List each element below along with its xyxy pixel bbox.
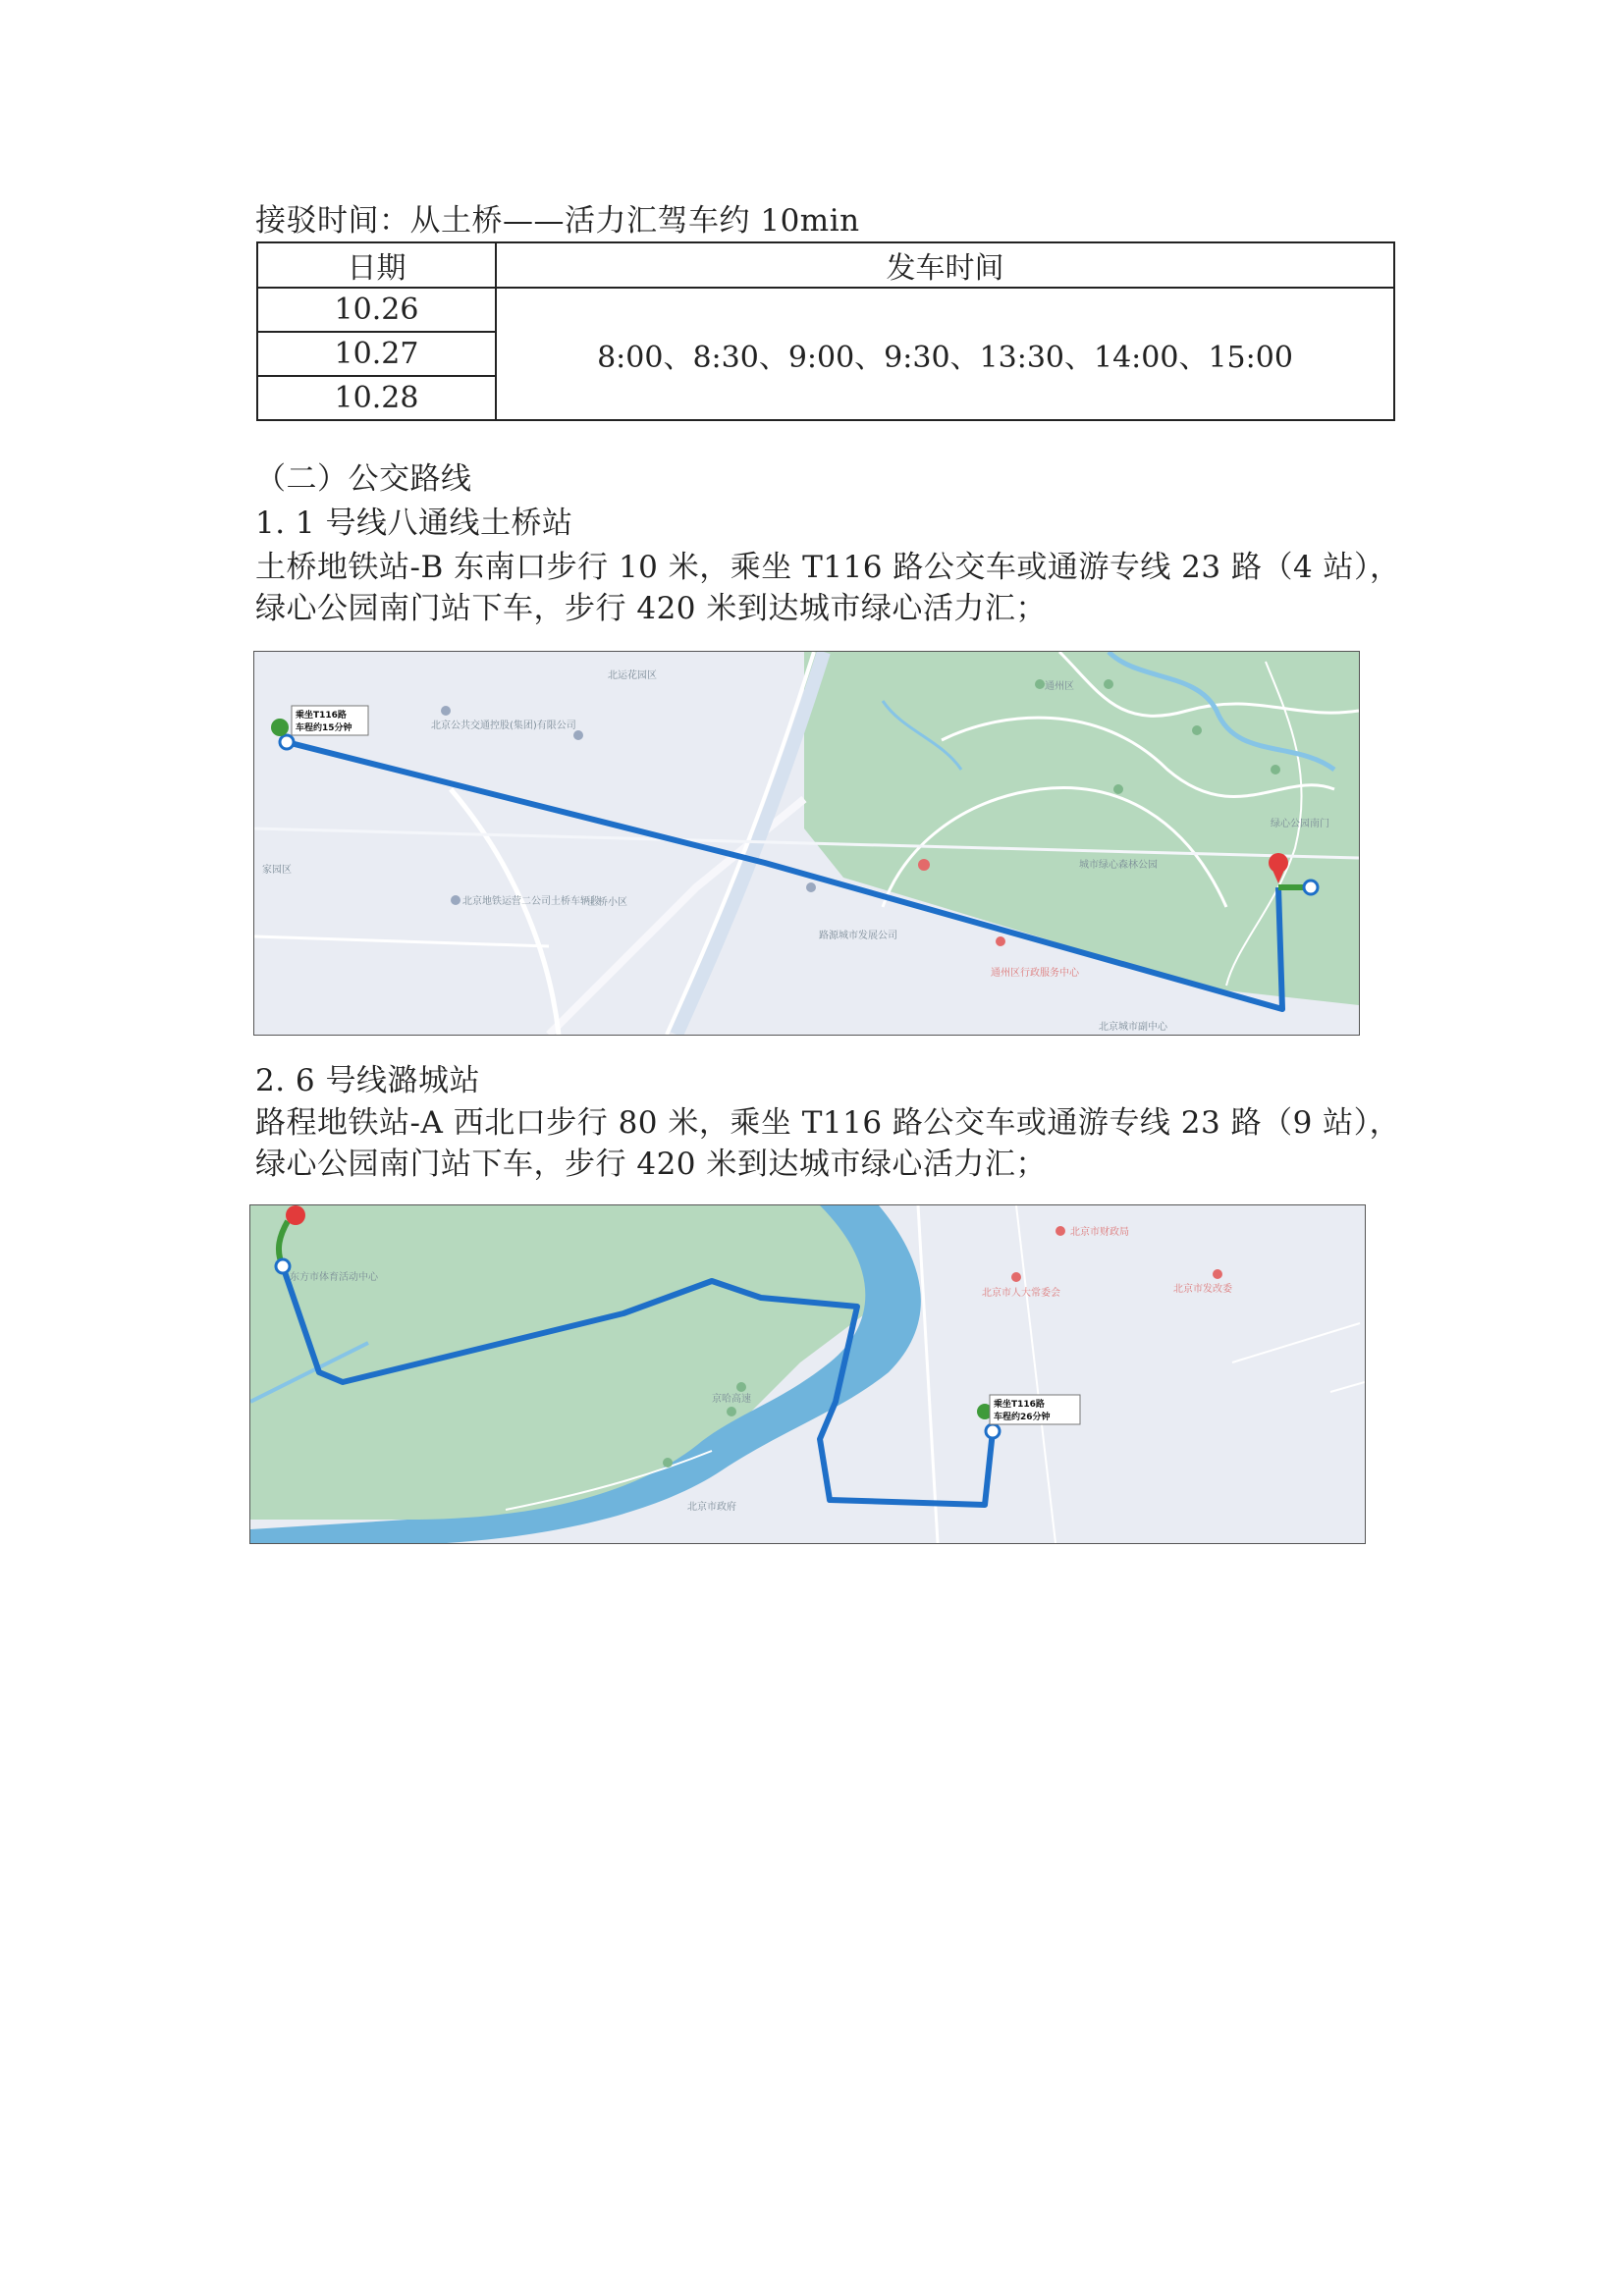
start-pin-icon (271, 719, 289, 736)
map-label: 绿心公园南门 (1271, 819, 1329, 829)
map-label: 东方市体育活动中心 (290, 1272, 378, 1283)
map-label: 城市绿心森林公园 (1079, 860, 1158, 871)
table-header-row (257, 242, 1394, 288)
map-label: 北运花园区 (608, 670, 657, 681)
route2-description-line1: 路程地铁站-A 西北口步行 80 米，乘坐 T116 路公交车或通游专线 23 路（9 站）， (255, 1105, 1401, 1141)
map-label: 通州区 (1045, 681, 1074, 692)
route1-map (253, 651, 1360, 1036)
map-label: 路源城市发展公司 (819, 931, 897, 941)
map-label: 土桥小区 (588, 897, 627, 908)
badge-line2: 车程约26分钟 (994, 1413, 1051, 1422)
map-label: 北京公共交通控股(集团)有限公司 (431, 721, 576, 731)
route2-map (249, 1204, 1366, 1544)
badge-line1: 乘坐T116路 (296, 711, 347, 721)
route1-description-line2: 绿心公园南门站下车，步行 420 米到达城市绿心活力汇； (255, 591, 1047, 626)
bus-stop-icon (986, 1424, 1000, 1438)
map-label: 北京市政府 (687, 1502, 736, 1513)
bus-stop-icon (276, 1259, 290, 1273)
map-label: 北京市财政局 (1070, 1227, 1129, 1238)
map-label: 北京地铁运营二公司土桥车辆段 (462, 896, 600, 907)
date-cell: 10.28 (257, 376, 496, 420)
departure-time-column-header: 发车时间 (496, 242, 1394, 288)
shuttle-heading: 接驳时间：从土桥——活力汇驾车约 10min (255, 203, 860, 239)
route1-description-line1: 土桥地铁站-B 东南口步行 10 米，乘坐 T116 路公交车或通游专线 23 路（4 站）， (255, 550, 1401, 585)
map-label: 家园区 (262, 865, 292, 876)
map-label: 北京城市副中心 (1099, 1022, 1167, 1033)
bus-section-title: （二）公交路线 (255, 461, 472, 497)
shuttle-schedule-table (256, 241, 1395, 421)
date-cell: 10.27 (257, 332, 496, 376)
map-label: 北京市人大常委会 (982, 1288, 1060, 1299)
map-label: 京哈高速 (712, 1394, 751, 1405)
bus-stop-icon (1304, 881, 1318, 894)
badge-line2: 车程约15分钟 (296, 723, 352, 733)
badge-line1: 乘坐T116路 (994, 1400, 1045, 1410)
route1-title: 1. 1 号线八通线土桥站 (255, 506, 573, 541)
route2-title: 2. 6 号线潞城站 (255, 1063, 481, 1098)
bus-stop-icon (280, 735, 294, 749)
date-column-header: 日期 (257, 242, 496, 288)
route2-description-line2: 绿心公园南门站下车，步行 420 米到达城市绿心活力汇； (255, 1147, 1047, 1182)
table-row (257, 288, 1394, 332)
departure-times-cell: 8:00、8:30、9:00、9:30、13:30、14:00、15:00 (496, 288, 1394, 420)
date-cell: 10.26 (257, 288, 496, 332)
map-label: 北京市发改委 (1173, 1284, 1232, 1295)
destination-pin-icon (286, 1205, 305, 1225)
map-label: 通州区行政服务中心 (991, 968, 1079, 979)
